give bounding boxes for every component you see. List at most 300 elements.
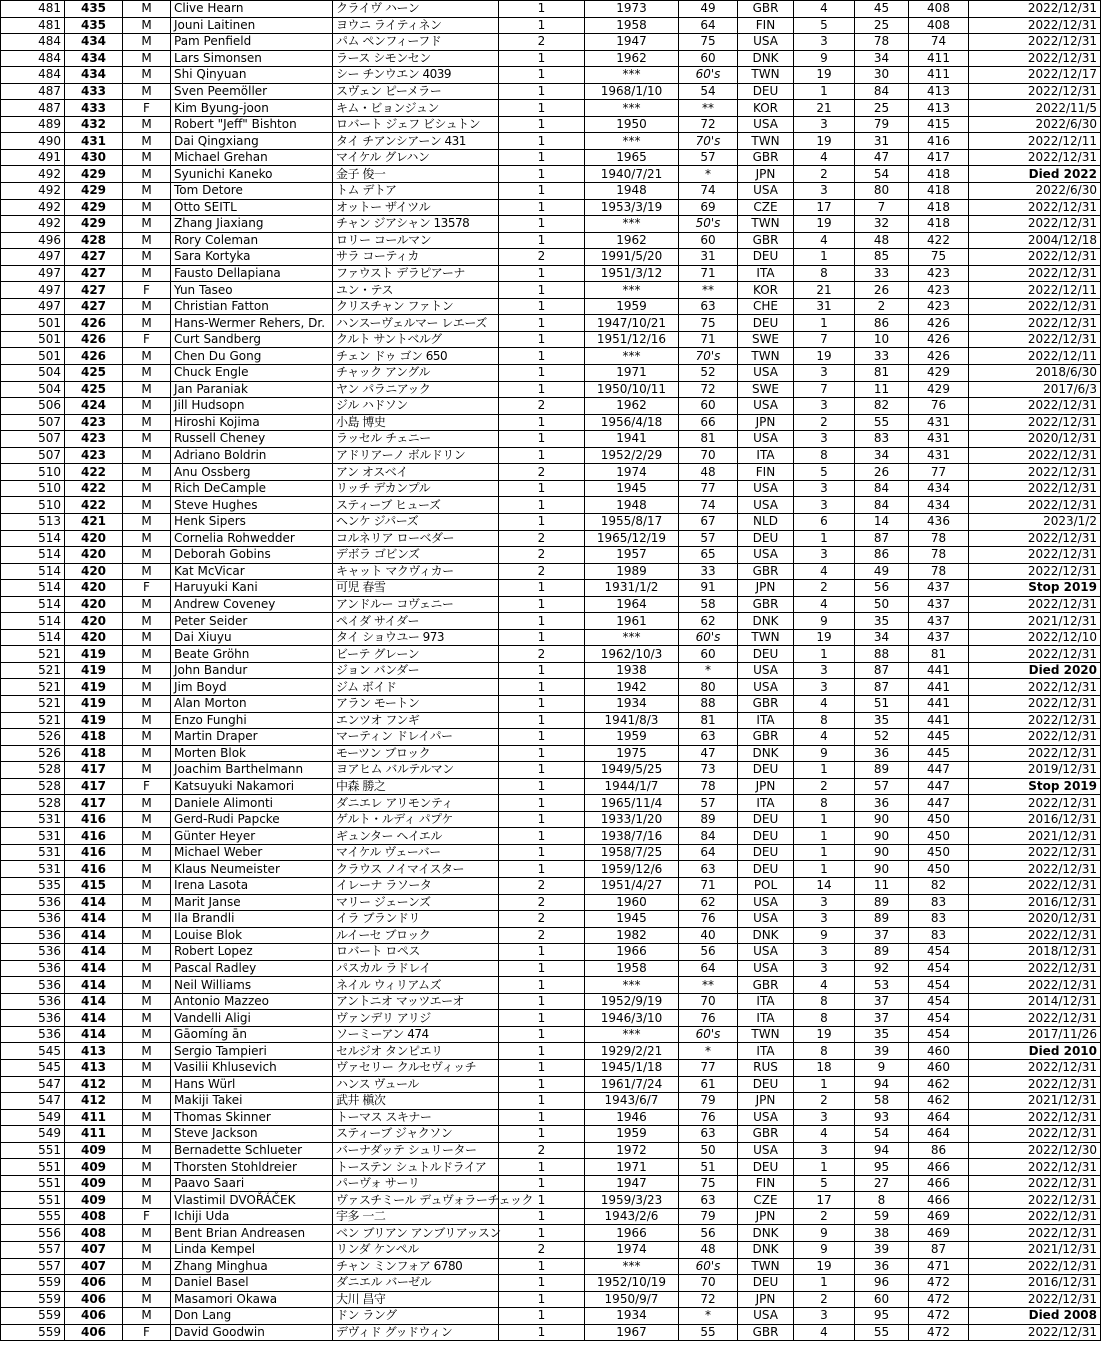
cell-kana: チャン ミンフォア 6780: [333, 1258, 499, 1275]
cell-name: Pascal Radley: [171, 960, 333, 977]
cell-country-code: 5: [794, 464, 855, 481]
cell-country: TWN: [738, 216, 794, 233]
cell-age: 79: [679, 1208, 738, 1225]
cell-country: ITA: [738, 447, 794, 464]
cell-birth: 1958/7/25: [585, 844, 679, 861]
cell-score: 414: [65, 944, 123, 961]
cell-birth: 1962/10/3: [585, 646, 679, 663]
table-row: [1, 365, 1101, 382]
cell-age: 70: [679, 447, 738, 464]
cell-kana: デボラ ゴビンズ: [333, 547, 499, 564]
cell-birth: 1991/5/20: [585, 249, 679, 266]
cell-gender: M: [123, 861, 171, 878]
cell-country-code: 9: [794, 927, 855, 944]
cell-rank: 497: [1, 298, 65, 315]
cell-birth: 1947: [585, 34, 679, 51]
cell-gender: M: [123, 381, 171, 398]
cell-score: 435: [65, 1, 123, 18]
cell-country-code: 18: [794, 1060, 855, 1077]
cell-rank: 514: [1, 563, 65, 580]
cell-category: 2: [499, 877, 585, 894]
cell-country-code: 19: [794, 629, 855, 646]
cell-category: 1: [499, 513, 585, 530]
cell-name: Shi Qinyuan: [171, 67, 333, 84]
table-row: [1, 1142, 1101, 1159]
cell-country: GBR: [738, 977, 794, 994]
cell-overall-rank: 423: [909, 265, 969, 282]
cell-category: 1: [499, 613, 585, 630]
cell-rank: 556: [1, 1225, 65, 1242]
cell-country-code: 2: [794, 1291, 855, 1308]
cell-age: 51: [679, 1159, 738, 1176]
cell-score: 433: [65, 83, 123, 100]
cell-name: Peter Seider: [171, 613, 333, 630]
cell-category: 1: [499, 1093, 585, 1110]
cell-category: 2: [499, 911, 585, 928]
cell-gender: M: [123, 762, 171, 779]
cell-score: 414: [65, 1026, 123, 1043]
cell-category: 1: [499, 1043, 585, 1060]
cell-gender: M: [123, 729, 171, 746]
cell-country-rank: 35: [855, 712, 909, 729]
cell-updated: 2022/12/31: [969, 877, 1101, 894]
cell-country: ITA: [738, 265, 794, 282]
cell-overall-rank: 441: [909, 712, 969, 729]
cell-country-code: 8: [794, 795, 855, 812]
cell-score: 414: [65, 894, 123, 911]
cell-gender: M: [123, 1093, 171, 1110]
table-row: [1, 1208, 1101, 1225]
table-row: [1, 315, 1101, 332]
cell-country-rank: 37: [855, 993, 909, 1010]
cell-age: 62: [679, 613, 738, 630]
cell-rank: 484: [1, 50, 65, 67]
cell-country-code: 3: [794, 662, 855, 679]
cell-kana: アントニオ マッツエーオ: [333, 993, 499, 1010]
cell-score: 433: [65, 100, 123, 117]
cell-rank: 521: [1, 679, 65, 696]
cell-gender: M: [123, 596, 171, 613]
cell-kana: チェン ドゥ ゴン 650: [333, 348, 499, 365]
cell-name: Sergio Tampieri: [171, 1043, 333, 1060]
cell-age: 64: [679, 960, 738, 977]
cell-updated: 2016/12/31: [969, 894, 1101, 911]
cell-birth: 1950: [585, 116, 679, 133]
cell-country-rank: 92: [855, 960, 909, 977]
cell-birth: 1971: [585, 365, 679, 382]
cell-updated: 2022/6/30: [969, 116, 1101, 133]
cell-rank: 531: [1, 844, 65, 861]
cell-category: 1: [499, 83, 585, 100]
cell-rank: 513: [1, 513, 65, 530]
cell-gender: M: [123, 993, 171, 1010]
cell-rank: 487: [1, 83, 65, 100]
cell-age: 79: [679, 1093, 738, 1110]
cell-name: Andrew Coveney: [171, 596, 333, 613]
cell-gender: F: [123, 331, 171, 348]
cell-name: Hans-Wermer Rehers, Dr.: [171, 315, 333, 332]
cell-updated: 2022/12/31: [969, 83, 1101, 100]
cell-rank: 547: [1, 1076, 65, 1093]
cell-country: DEU: [738, 1076, 794, 1093]
cell-category: 2: [499, 249, 585, 266]
cell-gender: M: [123, 646, 171, 663]
cell-country-code: 7: [794, 381, 855, 398]
cell-gender: M: [123, 34, 171, 51]
cell-name: Henk Sipers: [171, 513, 333, 530]
cell-score: 419: [65, 679, 123, 696]
cell-rank: 497: [1, 249, 65, 266]
cell-category: 1: [499, 497, 585, 514]
cell-overall-rank: 411: [909, 50, 969, 67]
table-row: [1, 381, 1101, 398]
cell-age: 74: [679, 497, 738, 514]
cell-gender: F: [123, 1324, 171, 1341]
cell-category: 1: [499, 1208, 585, 1225]
cell-birth: 1931/1/2: [585, 580, 679, 597]
cell-country-code: 8: [794, 712, 855, 729]
cell-score: 427: [65, 282, 123, 299]
cell-category: 1: [499, 1060, 585, 1077]
cell-country-rank: 52: [855, 729, 909, 746]
cell-gender: F: [123, 282, 171, 299]
cell-kana: アラン モートン: [333, 695, 499, 712]
cell-country-rank: 88: [855, 646, 909, 663]
table-row: [1, 993, 1101, 1010]
cell-name: Haruyuki Kani: [171, 580, 333, 597]
cell-name: Michael Weber: [171, 844, 333, 861]
cell-kana: モーツン ブロック: [333, 745, 499, 762]
cell-score: 423: [65, 431, 123, 448]
cell-score: 428: [65, 232, 123, 249]
cell-score: 429: [65, 199, 123, 216]
cell-country: DNK: [738, 613, 794, 630]
cell-country-code: 17: [794, 199, 855, 216]
cell-country-code: 4: [794, 1324, 855, 1341]
cell-age: 60: [679, 646, 738, 663]
cell-kana: イラ ブランドリ: [333, 911, 499, 928]
cell-age: 57: [679, 149, 738, 166]
cell-gender: M: [123, 877, 171, 894]
cell-country: GBR: [738, 1126, 794, 1143]
cell-overall-rank: 78: [909, 530, 969, 547]
cell-updated: 2022/12/31: [969, 480, 1101, 497]
cell-score: 426: [65, 348, 123, 365]
cell-age: 66: [679, 414, 738, 431]
cell-category: 2: [499, 547, 585, 564]
cell-category: 1: [499, 1076, 585, 1093]
cell-name: Beate Gröhn: [171, 646, 333, 663]
table-row: [1, 729, 1101, 746]
cell-age: 50: [679, 1142, 738, 1159]
cell-overall-rank: 445: [909, 745, 969, 762]
cell-country-code: 1: [794, 762, 855, 779]
cell-kana: ロバート ジェフ ビシュトン: [333, 116, 499, 133]
cell-updated: 2016/12/31: [969, 811, 1101, 828]
cell-gender: M: [123, 1010, 171, 1027]
cell-updated: 2022/12/31: [969, 712, 1101, 729]
cell-score: 414: [65, 927, 123, 944]
cell-category: 1: [499, 1192, 585, 1209]
cell-rank: 531: [1, 811, 65, 828]
cell-country-rank: 27: [855, 1175, 909, 1192]
cell-score: 424: [65, 398, 123, 415]
cell-birth: ***: [585, 216, 679, 233]
cell-country-code: 3: [794, 497, 855, 514]
cell-age: 48: [679, 464, 738, 481]
table-row: [1, 298, 1101, 315]
cell-age: *: [679, 662, 738, 679]
cell-kana: 中森 勝之: [333, 778, 499, 795]
cell-kana: ハンス ヴュール: [333, 1076, 499, 1093]
cell-country-code: 4: [794, 563, 855, 580]
cell-category: 1: [499, 1109, 585, 1126]
cell-overall-rank: 464: [909, 1109, 969, 1126]
cell-country-rank: 90: [855, 861, 909, 878]
cell-birth: 1940/7/21: [585, 166, 679, 183]
cell-country-rank: 84: [855, 497, 909, 514]
cell-overall-rank: 437: [909, 580, 969, 597]
cell-category: 1: [499, 1026, 585, 1043]
cell-rank: 510: [1, 480, 65, 497]
cell-birth: 1967: [585, 1324, 679, 1341]
cell-category: 1: [499, 183, 585, 200]
cell-country-rank: 39: [855, 1043, 909, 1060]
table-row: [1, 1175, 1101, 1192]
cell-birth: 1938/7/16: [585, 828, 679, 845]
table-row: [1, 1, 1101, 18]
cell-name: Lars Simonsen: [171, 50, 333, 67]
cell-country-code: 3: [794, 960, 855, 977]
cell-category: 1: [499, 365, 585, 382]
cell-birth: 1938: [585, 662, 679, 679]
cell-category: 1: [499, 100, 585, 117]
cell-country: TWN: [738, 629, 794, 646]
cell-country-rank: 87: [855, 679, 909, 696]
cell-score: 414: [65, 911, 123, 928]
cell-score: 418: [65, 745, 123, 762]
cell-kana: ヴァンデリ アリジ: [333, 1010, 499, 1027]
table-row: [1, 331, 1101, 348]
table-row: [1, 348, 1101, 365]
cell-name: Zhang Jiaxiang: [171, 216, 333, 233]
cell-birth: 1942: [585, 679, 679, 696]
cell-updated: 2022/12/31: [969, 646, 1101, 663]
cell-name: Vandelli Aligi: [171, 1010, 333, 1027]
cell-age: 72: [679, 116, 738, 133]
cell-gender: M: [123, 1291, 171, 1308]
cell-overall-rank: 426: [909, 331, 969, 348]
cell-age: 65: [679, 547, 738, 564]
cell-kana: ジョン バンダー: [333, 662, 499, 679]
cell-age: 76: [679, 911, 738, 928]
cell-country: USA: [738, 365, 794, 382]
cell-kana: マイケル グレハン: [333, 149, 499, 166]
cell-kana: 可児 春雪: [333, 580, 499, 597]
cell-country-code: 9: [794, 613, 855, 630]
cell-kana: ギュンター ヘイエル: [333, 828, 499, 845]
table-row: [1, 398, 1101, 415]
table-row: [1, 1308, 1101, 1325]
cell-gender: M: [123, 629, 171, 646]
cell-age: 78: [679, 778, 738, 795]
cell-country-code: 7: [794, 331, 855, 348]
cell-gender: M: [123, 1175, 171, 1192]
cell-name: Sven Peemöller: [171, 83, 333, 100]
cell-country-rank: 83: [855, 431, 909, 448]
cell-kana: ゲルト・ルディ パプケ: [333, 811, 499, 828]
cell-country: ITA: [738, 1043, 794, 1060]
cell-updated: 2017/6/3: [969, 381, 1101, 398]
cell-age: 40: [679, 927, 738, 944]
cell-country: USA: [738, 183, 794, 200]
cell-name: Syunichi Kaneko: [171, 166, 333, 183]
cell-country-rank: 7: [855, 199, 909, 216]
cell-overall-rank: 81: [909, 646, 969, 663]
cell-score: 406: [65, 1324, 123, 1341]
cell-country-code: 19: [794, 1258, 855, 1275]
cell-country-rank: 60: [855, 1291, 909, 1308]
cell-country: USA: [738, 1142, 794, 1159]
cell-age: 50's: [679, 216, 738, 233]
cell-rank: 549: [1, 1109, 65, 1126]
cell-birth: 1941: [585, 431, 679, 448]
cell-rank: 504: [1, 365, 65, 382]
cell-kana: パーヴォ サーリ: [333, 1175, 499, 1192]
cell-overall-rank: 74: [909, 34, 969, 51]
cell-score: 422: [65, 464, 123, 481]
cell-birth: 1947/10/21: [585, 315, 679, 332]
table-row: [1, 877, 1101, 894]
cell-score: 409: [65, 1159, 123, 1176]
cell-score: 415: [65, 877, 123, 894]
cell-gender: M: [123, 133, 171, 150]
cell-kana: ルイーセ ブロック: [333, 927, 499, 944]
cell-rank: 536: [1, 911, 65, 928]
cell-updated: 2022/12/31: [969, 265, 1101, 282]
cell-gender: M: [123, 298, 171, 315]
cell-category: 1: [499, 629, 585, 646]
cell-country-code: 1: [794, 861, 855, 878]
cell-category: 1: [499, 265, 585, 282]
cell-kana: ヴァスチミール デュヴォラーチェック: [333, 1192, 499, 1209]
cell-birth: 1946/3/10: [585, 1010, 679, 1027]
cell-age: 60's: [679, 67, 738, 84]
cell-category: 2: [499, 398, 585, 415]
cell-category: 1: [499, 166, 585, 183]
cell-country: GBR: [738, 1324, 794, 1341]
cell-gender: M: [123, 960, 171, 977]
cell-score: 414: [65, 1010, 123, 1027]
cell-country-rank: 78: [855, 34, 909, 51]
cell-rank: 514: [1, 629, 65, 646]
table-row: [1, 679, 1101, 696]
cell-score: 416: [65, 844, 123, 861]
cell-rank: 557: [1, 1242, 65, 1259]
cell-rank: 559: [1, 1308, 65, 1325]
cell-kana: リンダ ケンペル: [333, 1242, 499, 1259]
cell-category: 1: [499, 695, 585, 712]
cell-kana: ダニエレ アリモンティ: [333, 795, 499, 812]
cell-country-code: 3: [794, 480, 855, 497]
cell-updated: 2020/12/31: [969, 911, 1101, 928]
cell-country-rank: 37: [855, 1010, 909, 1027]
table-row: [1, 844, 1101, 861]
cell-kana: クルト サントベルグ: [333, 331, 499, 348]
cell-name: Makiji Takei: [171, 1093, 333, 1110]
cell-country: USA: [738, 894, 794, 911]
cell-country-code: 1: [794, 811, 855, 828]
cell-score: 414: [65, 993, 123, 1010]
cell-age: 56: [679, 944, 738, 961]
cell-rank: 557: [1, 1258, 65, 1275]
cell-overall-rank: 415: [909, 116, 969, 133]
cell-updated: 2022/12/31: [969, 695, 1101, 712]
table-row: [1, 1242, 1101, 1259]
table-row: [1, 977, 1101, 994]
cell-overall-rank: 418: [909, 216, 969, 233]
cell-gender: M: [123, 894, 171, 911]
cell-name: Curt Sandberg: [171, 331, 333, 348]
cell-category: 1: [499, 447, 585, 464]
cell-score: 412: [65, 1093, 123, 1110]
cell-rank: 528: [1, 778, 65, 795]
cell-name: Louise Blok: [171, 927, 333, 944]
cell-score: 432: [65, 116, 123, 133]
cell-rank: 528: [1, 762, 65, 779]
table-row: [1, 1126, 1101, 1143]
cell-country-rank: 89: [855, 894, 909, 911]
cell-score: 429: [65, 166, 123, 183]
table-row: [1, 547, 1101, 564]
cell-birth: 1964: [585, 596, 679, 613]
cell-gender: M: [123, 547, 171, 564]
cell-country-rank: 11: [855, 381, 909, 398]
cell-age: **: [679, 282, 738, 299]
cell-country: USA: [738, 34, 794, 51]
cell-kana: アンドルー コヴェニー: [333, 596, 499, 613]
cell-updated: Died 2010: [969, 1043, 1101, 1060]
cell-rank: 487: [1, 100, 65, 117]
cell-birth: 1953/3/19: [585, 199, 679, 216]
cell-age: 71: [679, 877, 738, 894]
cell-birth: 1948: [585, 183, 679, 200]
cell-country: DEU: [738, 1159, 794, 1176]
cell-overall-rank: 437: [909, 629, 969, 646]
table-row: [1, 183, 1101, 200]
cell-overall-rank: 464: [909, 1126, 969, 1143]
cell-country: DEU: [738, 83, 794, 100]
cell-category: 2: [499, 34, 585, 51]
cell-updated: Died 2020: [969, 662, 1101, 679]
cell-overall-rank: 437: [909, 596, 969, 613]
cell-country: USA: [738, 547, 794, 564]
cell-country-code: 3: [794, 398, 855, 415]
cell-score: 425: [65, 365, 123, 382]
cell-kana: サラ コーティカ: [333, 249, 499, 266]
cell-score: 420: [65, 580, 123, 597]
cell-gender: M: [123, 232, 171, 249]
cell-score: 409: [65, 1192, 123, 1209]
cell-gender: M: [123, 414, 171, 431]
cell-country: ITA: [738, 1010, 794, 1027]
cell-country: CZE: [738, 199, 794, 216]
cell-updated: 2022/12/31: [969, 1258, 1101, 1275]
cell-updated: 2019/12/31: [969, 762, 1101, 779]
cell-birth: 1941/8/3: [585, 712, 679, 729]
cell-overall-rank: 411: [909, 67, 969, 84]
cell-rank: 536: [1, 1026, 65, 1043]
